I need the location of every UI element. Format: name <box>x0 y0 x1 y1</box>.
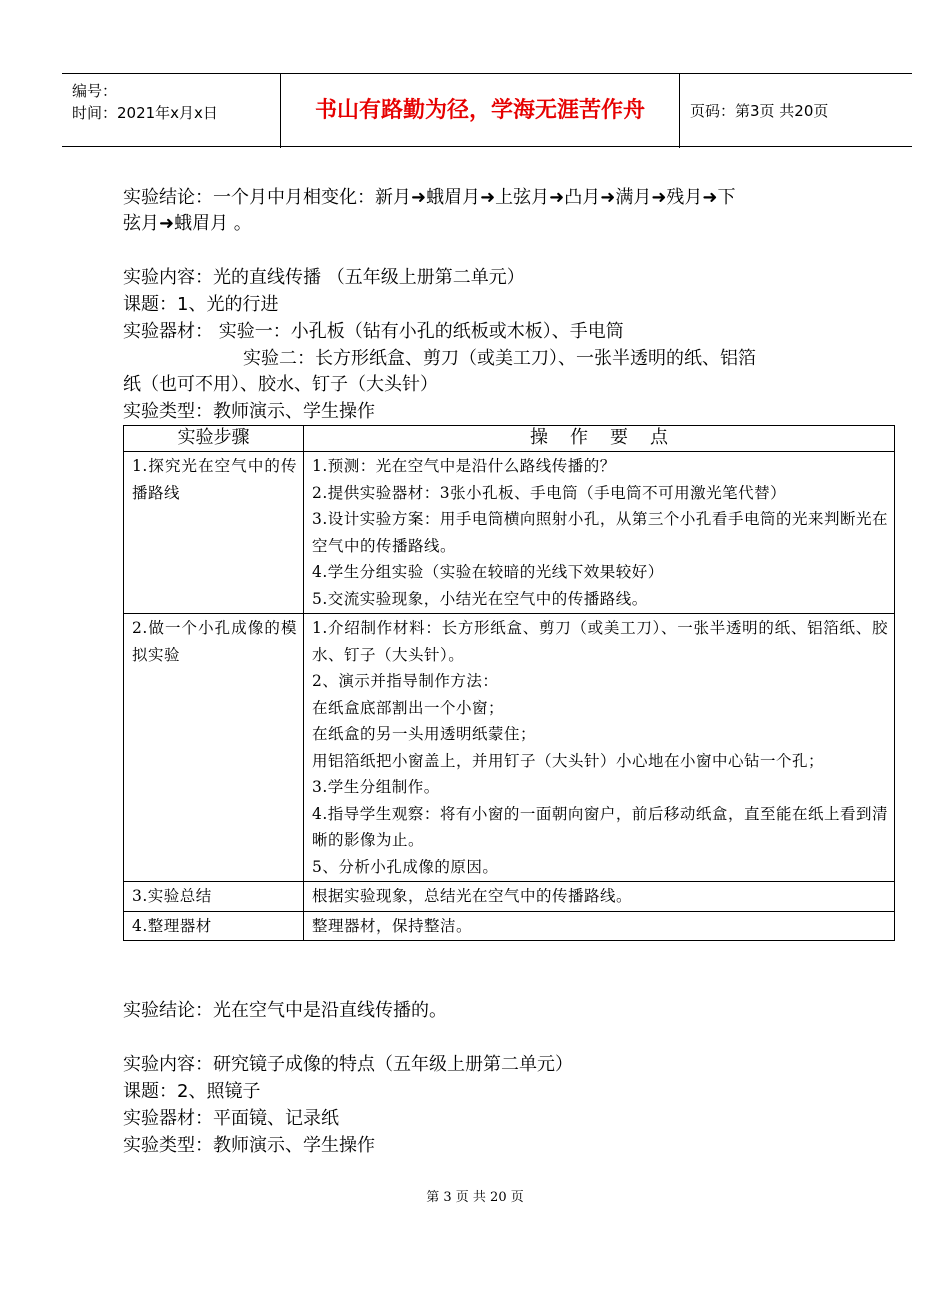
page-footer: 第 3 页 共 20 页 <box>426 1190 524 1205</box>
moon-conclusion-line2: 弦月➜蛾眉月 。 <box>123 213 252 234</box>
step-cell <box>124 614 304 882</box>
page-header <box>62 73 912 147</box>
point-line: 3.学生分组制作。 <box>312 778 440 796</box>
experiment-topic: 课题：1、光的行进 <box>123 294 279 315</box>
table-row <box>124 882 895 912</box>
point-line: 4.学生分组实验（实验在较暗的光线下效果较好） <box>312 563 664 581</box>
experiment-content: 实验内容：光的直线传播 （五年级上册第二单元） <box>123 267 525 288</box>
step-text: 1.探究光在空气中的传播路线 <box>132 457 297 502</box>
table-header-row <box>124 426 895 452</box>
experiment2-type: 实验类型：教师演示、学生操作 <box>123 1135 375 1156</box>
step-cell <box>124 882 304 912</box>
points-cell <box>304 911 895 941</box>
table-row <box>124 911 895 941</box>
header-steps: 实验步骤 <box>124 426 304 452</box>
experiment2-equipment: 实验器材：平面镜、记录纸 <box>123 1108 339 1129</box>
experiment-equipment-line1: 实验器材： 实验一：小孔板（钻有小孔的纸板或木板）、手电筒 <box>123 321 624 342</box>
point-line: 5、分析小孔成像的原因。 <box>312 857 499 876</box>
light-conclusion: 实验结论：光在空气中是沿直线传播的。 <box>123 1000 447 1021</box>
header-meta <box>72 80 218 124</box>
step-text: 2.做一个小孔成像的模拟实验 <box>132 619 297 664</box>
points-cell <box>304 614 895 882</box>
header-page-label: 页码：第3页 共20页 <box>690 102 829 120</box>
step-text: 3.实验总结 <box>132 887 212 905</box>
step-text: 4.整理器材 <box>132 916 212 935</box>
point-line: 根据实验现象，总结光在空气中的传播路线。 <box>312 887 633 905</box>
point-line: 整理器材，保持整洁。 <box>312 916 473 935</box>
experiment2-content: 实验内容：研究镜子成像的特点（五年级上册第二单元） <box>123 1054 573 1075</box>
point-line: 在纸盒的另一头用透明纸蒙住； <box>312 725 537 743</box>
header-divider <box>679 74 680 148</box>
points-cell <box>304 882 895 912</box>
experiment-equipment-line3: 纸（也可不用）、胶水、钉子（大头针） <box>123 374 438 395</box>
table-row <box>124 452 895 614</box>
point-line: 2.提供实验器材：3张小孔板、手电筒（手电筒不可用激光笔代替） <box>312 483 787 502</box>
header-motto: 书山有路勤为径，学海无涯苦作舟 <box>314 98 645 123</box>
point-line: 1.介绍制作材料：长方形纸盒、剪刀（或美工刀）、一张半透明的纸、铝箔纸、胶水、钉子（大头针）。 <box>312 619 888 664</box>
code-label: 编号： <box>72 82 118 100</box>
points-cell <box>304 452 895 614</box>
experiment-equipment-line2: 实验二：长方形纸盒、剪刀（或美工刀）、一张半透明的纸、铝箔 <box>243 348 756 369</box>
point-line: 在纸盒底部割出一个小窗； <box>312 698 505 717</box>
point-line: 4.指导学生观察：将有小窗的一面朝向窗户，前后移动纸盒，直至能在纸上看到清晰的影像为止。 <box>312 804 888 849</box>
time-label: 时间：2021年x月x日 <box>72 104 218 122</box>
step-cell <box>124 452 304 614</box>
point-line: 1.预测：光在空气中是沿什么路线传播的？ <box>312 457 616 475</box>
point-line: 3.设计实验方案：用手电筒横向照射小孔，从第三个小孔看手电筒的光来判断光在空气中的传播路线。 <box>312 510 888 555</box>
step-cell <box>124 911 304 941</box>
experiment-type: 实验类型：教师演示、学生操作 <box>123 401 375 422</box>
steps-table <box>123 425 895 941</box>
point-line: 5.交流实验现象，小结光在空气中的传播路线。 <box>312 589 648 608</box>
experiment2-topic: 课题：2、照镜子 <box>123 1081 261 1102</box>
moon-conclusion-line1: 实验结论：一个月中月相变化：新月➜蛾眉月➜上弦月➜凸月➜满月➜残月➜下 <box>123 187 736 208</box>
table-row <box>124 614 895 882</box>
point-line: 用铝箔纸把小窗盖上，并用钉子（大头针）小心地在小窗中心钻一个孔； <box>312 751 825 770</box>
point-line: 2、演示并指导制作方法： <box>312 672 499 690</box>
header-points: 操作要点 <box>304 426 895 452</box>
